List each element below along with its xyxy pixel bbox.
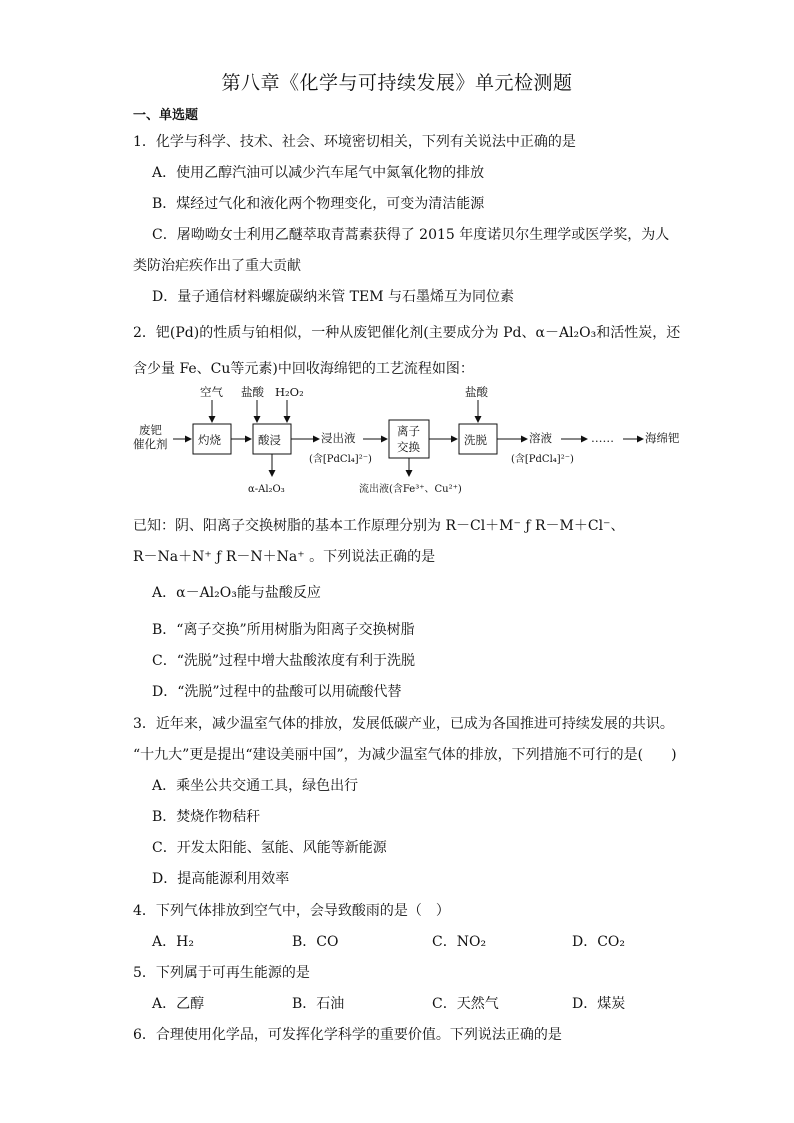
flow-burn-label: 灼烧: [198, 433, 221, 447]
q4-stem: 4．下列气体排放到空气中，会导致酸雨的是（ ）: [133, 903, 450, 919]
q2-option-b: B．“离子交换”所用树脂为阳离子交换树脂: [152, 622, 415, 638]
flow-solution-sub: (含[PdCl₄]²⁻): [511, 454, 574, 465]
flow-input-line1: 废钯: [139, 423, 162, 437]
flow-input-line2: 催化剂: [133, 437, 168, 451]
section-heading: 一、单选题: [133, 108, 199, 123]
page-title: 第八章《化学与可持续发展》单元检测题: [221, 72, 573, 94]
q3-option-d: D．提高能源利用效率: [152, 871, 290, 887]
q3-stem-cont: “十九大”更是提出“建设美丽中国”，为减少温室气体的排放，下列措施不可行的是( ): [133, 747, 677, 763]
q1-option-d: D．量子通信材料螺旋碳纳米管 TEM 与石墨烯互为同位素: [152, 289, 515, 305]
q3-option-a: A．乘坐公共交通工具，绿色出行: [152, 778, 359, 794]
flow-leachate-sub: (含[PdCl₄]²⁻): [309, 454, 372, 465]
flow-solution-label: 溶液: [529, 431, 552, 445]
q2-known-line1: 已知：阴、阳离子交换树脂的基本工作原理分别为 R－Cl＋M⁻ ƒ R－M＋Cl⁻、: [133, 518, 625, 534]
q4-option-b: B．CO: [292, 934, 339, 950]
q1-option-c-cont: 类防治疟疾作出了重大贡献: [133, 258, 301, 274]
q3-option-b: B．焚烧作物秸秆: [152, 809, 261, 825]
q2-option-a: A．α－Al₂O₃能与盐酸反应: [152, 585, 321, 601]
flow-h2o2-label: H₂O₂: [275, 385, 304, 399]
flow-leach-label: 酸浸: [258, 433, 281, 447]
q1-option-a: A．使用乙醇汽油可以减少汽车尾气中氮氧化物的排放: [152, 165, 485, 181]
q5-option-c: C．天然气: [432, 996, 499, 1012]
q3-option-c: C．开发太阳能、氢能、风能等新能源: [152, 840, 387, 856]
q3-stem: 3．近年来，减少温室气体的排放，发展低碳产业，已成为各国推进可持续发展的共识。: [133, 716, 674, 732]
q4-options: [152, 931, 712, 951]
flow-exchange-line2: 交换: [397, 440, 420, 454]
flow-acid2-label: 盐酸: [465, 385, 488, 399]
flow-dots: ……: [591, 431, 614, 445]
flow-product-label: 海绵钯: [645, 431, 680, 445]
q5-option-d: D．煤炭: [572, 996, 626, 1012]
q5-option-b: B．石油: [292, 996, 345, 1012]
flow-effluent-label: 流出液(含Fe³⁺、Cu²⁺): [359, 484, 462, 495]
q4-option-c: C．NO₂: [432, 934, 487, 950]
q5-stem: 5．下列属于可再生能源的是: [133, 965, 310, 981]
q5-option-a: A．乙醇: [152, 996, 205, 1012]
q4-option-a: A．H₂: [152, 934, 194, 950]
q2-stem: 2．钯(Pd)的性质与铂相似，一种从废钯催化剂(主要成分为 Pd、α－Al₂O₃和活性炭，还: [133, 325, 681, 341]
flow-acid1-label: 盐酸: [241, 385, 264, 399]
q4-option-d: D．CO₂: [572, 934, 626, 950]
q2-known-line2: R－Na＋N⁺ ƒ R－N＋Na⁺ 。下列说法正确的是: [133, 549, 436, 565]
q2-option-d: D．“洗脱”过程中的盐酸可以用硫酸代替: [152, 684, 402, 700]
flow-leachate-label: 浸出液: [321, 431, 356, 445]
q6-stem: 6．合理使用化学品，可发挥化学科学的重要价值。下列说法正确的是: [133, 1027, 562, 1043]
flow-alumina-label: α-Al₂O₃: [248, 484, 285, 495]
q1-option-b: B．煤经过气化和液化两个物理变化，可变为清洁能源: [152, 196, 485, 212]
q2-stem-cont: 含少量 Fe、Cu等元素)中回收海绵钯的工艺流程如图：: [133, 361, 474, 377]
flow-air-label: 空气: [200, 385, 223, 399]
q2-option-c: C．“洗脱”过程中增大盐酸浓度有利于洗脱: [152, 653, 416, 669]
q1-option-c: C．屠呦呦女士利用乙醚萃取青蒿素获得了 2015 年度诺贝尔生理学或医学奖，为人: [152, 227, 670, 243]
flow-exchange-line1: 离子: [397, 424, 420, 438]
flow-elute-label: 洗脱: [464, 433, 487, 447]
process-flow-diagram: [133, 382, 693, 502]
q1-stem: 1．化学与科学、技术、社会、环境密切相关，下列有关说法中正确的是: [133, 134, 576, 150]
q5-options: [152, 993, 712, 1013]
